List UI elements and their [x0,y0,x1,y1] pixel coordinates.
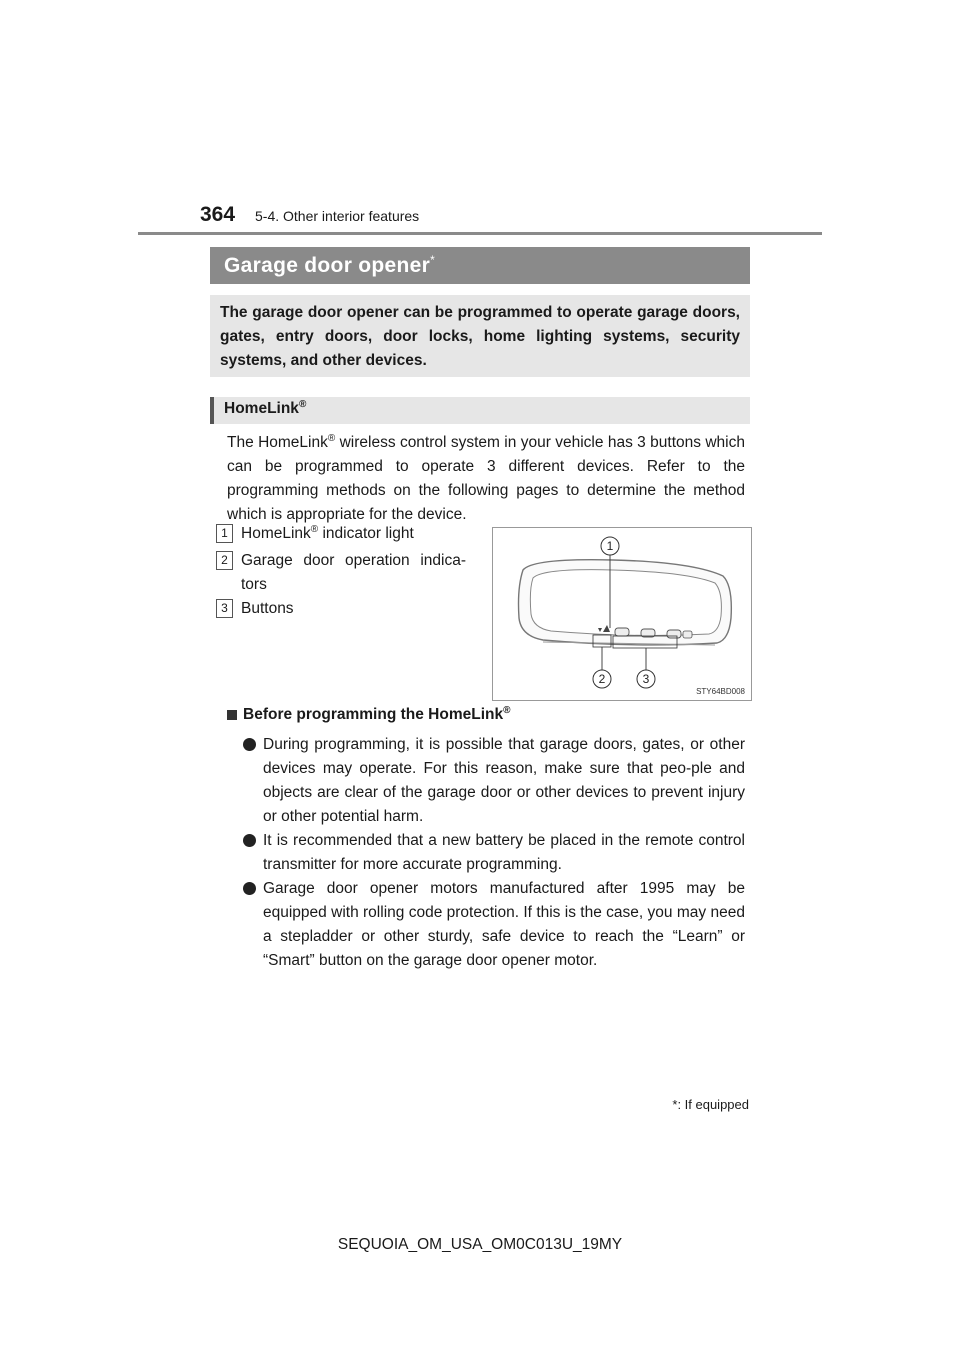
legend-label-1 [241,522,466,546]
subsection-title-text: HomeLink [224,400,299,417]
legend-number-2: 2 [216,551,233,570]
legend-label-2: Garage door operation indica-tors [241,552,466,593]
bullet-dot-icon [243,882,256,895]
subsection-bar [210,397,750,424]
page-title-text: Garage door opener [224,254,431,277]
legend-item-2 [216,549,466,597]
mirror-inner-glass [530,570,721,636]
bullet-dot-icon [243,738,256,751]
legend-label-1-reg: ® [310,523,319,535]
title-asterisk: * [430,253,436,267]
legend-label-3: Buttons [241,600,294,617]
legend-number-3: 3 [216,599,233,618]
figure-code: STY64BD008 [696,687,745,696]
footnote-text: : If equipped [677,1097,749,1112]
legend-item-3 [216,597,466,621]
legend-label-1-part2: indicator light [318,525,414,542]
callout-1-label: 1 [606,539,614,553]
title-bar [210,247,750,284]
homelink-button-4 [683,631,692,638]
callout-3-label: 3 [642,672,650,686]
square-bullet-icon [227,710,237,720]
homelink-button-1 [615,628,629,636]
subsection-title [224,400,306,418]
body-part1: The HomeLink [227,434,328,451]
callout-2-label: 2 [598,672,606,686]
document-id-footer: SEQUOIA_OM_USA_OM0C013U_19MY [337,1236,623,1253]
bullet-text-1: During programming, it is possible that garage doors, gates, or other devices may operate. For this reason, make sure that peo-ple and objects are clear of the garage door or other devices to prevent injury or other potential harm. [263,736,745,825]
intro-box [210,295,750,377]
subsection-reg-mark: ® [298,398,307,410]
header-rule [138,232,822,235]
bullet-item-1 [243,733,745,829]
footnote [672,1097,749,1112]
body-part2: wireless control system in your vehicle has 3 buttons which can be programmed to operate 3 different devices. Refer to the programming methods on the following pages to determine the method which is appropriate for the device. [227,434,745,523]
bullet-item-2 [243,829,745,877]
bullet-dot-icon [243,834,256,847]
legend-number-1: 1 [216,524,233,543]
body-reg-mark: ® [327,432,336,444]
intro-text: The garage door opener can be programmed to operate garage doors, gates, entry doors, door locks, home lighting systems, security systems, and other devices. [220,304,740,369]
before-heading-reg: ® [503,704,511,716]
section-label: 5-4. Other interior features [255,208,420,224]
before-programming-heading [227,706,510,724]
bullet-text-2: It is recommended that a new battery be placed in the remote control transmitter for more accurate programming. [263,832,745,873]
footnote-asterisk: * [672,1097,678,1112]
before-heading-text: Before programming the HomeLink [243,706,504,723]
homelink-button-3 [667,630,681,638]
body-paragraph [227,431,745,527]
page-number: 364 [200,203,236,226]
page-title [224,253,435,278]
legend-label-1-part1: HomeLink [241,525,311,542]
mirror-figure [492,527,752,701]
bullet-item-3 [243,877,745,973]
subsection-accent [210,397,214,424]
mirror-illustration [493,528,751,700]
legend-item-1 [216,522,466,546]
bullet-text-3: Garage door opener motors manufactured after 1995 may be equipped with rolling code protection. If this is the case, you may need a stepladder or other sturdy, safe device to reach the “Learn” or “Smart” button on the garage door opener motor. [263,880,745,969]
